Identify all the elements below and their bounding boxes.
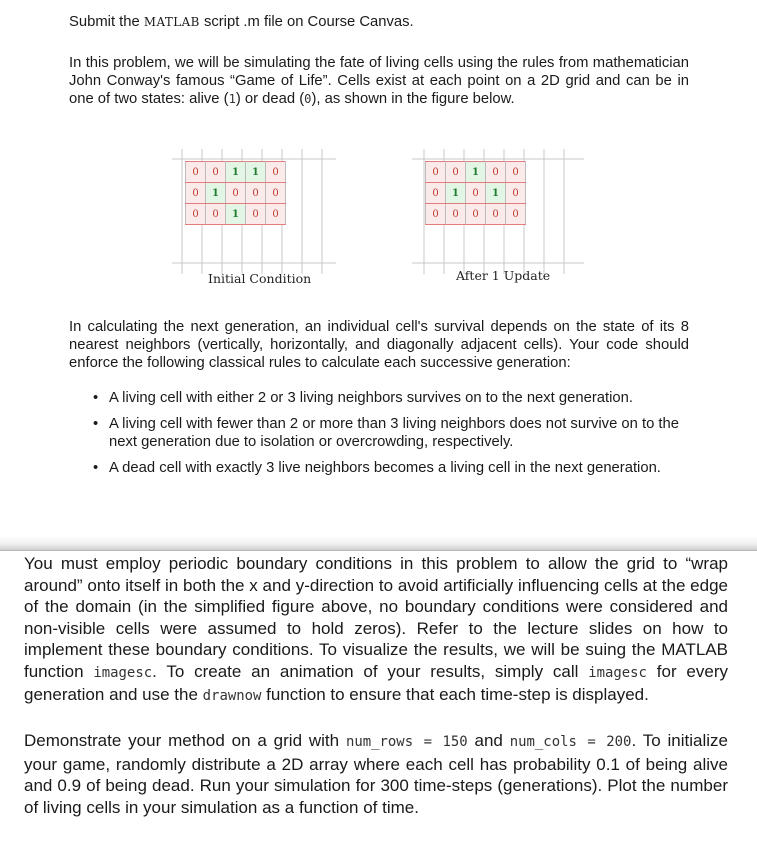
dead-cell: 0: [426, 183, 446, 204]
dead-cell: 0: [186, 162, 206, 183]
alive-cell: 1: [466, 162, 486, 183]
after-caption: After 1 Update: [456, 268, 551, 283]
dead-cell: 0: [246, 204, 266, 225]
code-num-cols: num_cols = 200: [509, 734, 632, 750]
code-num-rows: num_rows = 150: [345, 734, 468, 750]
dead-cell: 0: [206, 162, 226, 183]
initial-condition-grid: [185, 161, 286, 225]
alive-cell: 1: [206, 183, 226, 204]
dead-cell: 0: [186, 183, 206, 204]
rule-item: • A living cell with fewer than 2 or more than 3 living neighbors does not survive on to the next generation due to isolation or overcrowding, respectively.: [93, 416, 679, 450]
alive-cell: 1: [226, 162, 246, 183]
dead-cell: 0: [186, 204, 206, 225]
bullet-icon: •: [93, 390, 99, 406]
bullet-icon: •: [93, 416, 99, 432]
bullet-icon: •: [93, 460, 99, 476]
dead-cell: 0: [506, 162, 526, 183]
dead-cell: 0: [506, 183, 526, 204]
problem-intro: In this problem, we will be simulating the fate of living cells using the rules from mathematician John Conway's famous “Game of Life”. Cells exist at each point on a 2D grid and can be in one of two states: alive (1) or dead (0), as shown in the figure below.: [69, 55, 689, 107]
grid-row: [426, 162, 526, 183]
grid-row: [426, 204, 526, 225]
dead-cell: 0: [266, 183, 286, 204]
dead-cell: 0: [466, 204, 486, 225]
alive-cell: 1: [226, 204, 246, 225]
dead-cell: 0: [266, 162, 286, 183]
dead-cell: 0: [486, 162, 506, 183]
dead-cell: 0: [446, 162, 466, 183]
rules-list: [93, 389, 693, 485]
dead-cell: 0: [426, 162, 446, 183]
section-divider: [0, 536, 757, 551]
initial-caption: Initial Condition: [208, 271, 312, 286]
grid-row: [186, 183, 286, 204]
calc-paragraph: In calculating the next generation, an individual cell's survival depends on the state of its 8 nearest neighbors (vertically, horizontally, and diagonally adjacent cells). Your code should enforce the following classical rules to calculate each successive generation:: [69, 319, 689, 371]
alive-cell: 1: [486, 183, 506, 204]
alive-cell: 1: [446, 183, 466, 204]
code-imagesc: imagesc: [588, 664, 647, 681]
demo-paragraph: Demonstrate your method on a grid with num_rows = 150 and num_cols = 200. To initialize your game, randomly distribute a 2D array where each cell has probability 0.1 of being alive and 0.9 of being dead. Run your simulation for 300 time-steps (generations). Plot the number of living cells in your simulation as a function of time.: [24, 731, 728, 817]
dead-cell: 0: [226, 183, 246, 204]
rule-item: • A living cell with either 2 or 3 living neighbors survives on to the next generation.: [93, 390, 633, 406]
after-update-grid: [425, 161, 526, 225]
matlab-label: MATLAB: [143, 15, 200, 29]
dead-cell: 0: [266, 204, 286, 225]
alive-cell: 1: [246, 162, 266, 183]
dead-cell: 0: [486, 204, 506, 225]
submit-instruction: Submit the MATLAB script .m file on Course Canvas.: [69, 14, 414, 30]
code-drawnow: drawnow: [202, 688, 262, 704]
grid-row: [186, 162, 286, 183]
boundary-paragraph: You must employ periodic boundary conditions in this problem to allow the grid to “wrap around” onto itself in both the x and y-direction to avoid artificially influencing cells at the edge of the domain (in the simplified figure above, no boundary conditions were considered and non-visible cells were assumed to hold zeros). Refer to the lecture slides on how to implement these boundary conditions. To visualize the results, we will be suing the MATLAB function imagesc. To create an animation of your results, simply call imagesc for every generation and use the drawnow function to ensure that each time-step is displayed.: [24, 554, 728, 704]
dead-cell: 0: [206, 204, 226, 225]
dead-cell: 0: [466, 183, 486, 204]
dead-cell: 0: [426, 204, 446, 225]
rule-item: • A dead cell with exactly 3 live neighbors becomes a living cell in the next generation.: [93, 460, 661, 476]
dead-cell: 0: [506, 204, 526, 225]
dead-cell: 0: [246, 183, 266, 204]
code-imagesc: imagesc: [93, 664, 153, 681]
grid-row: [426, 183, 526, 204]
grid-row: [186, 204, 286, 225]
dead-cell: 0: [446, 204, 466, 225]
